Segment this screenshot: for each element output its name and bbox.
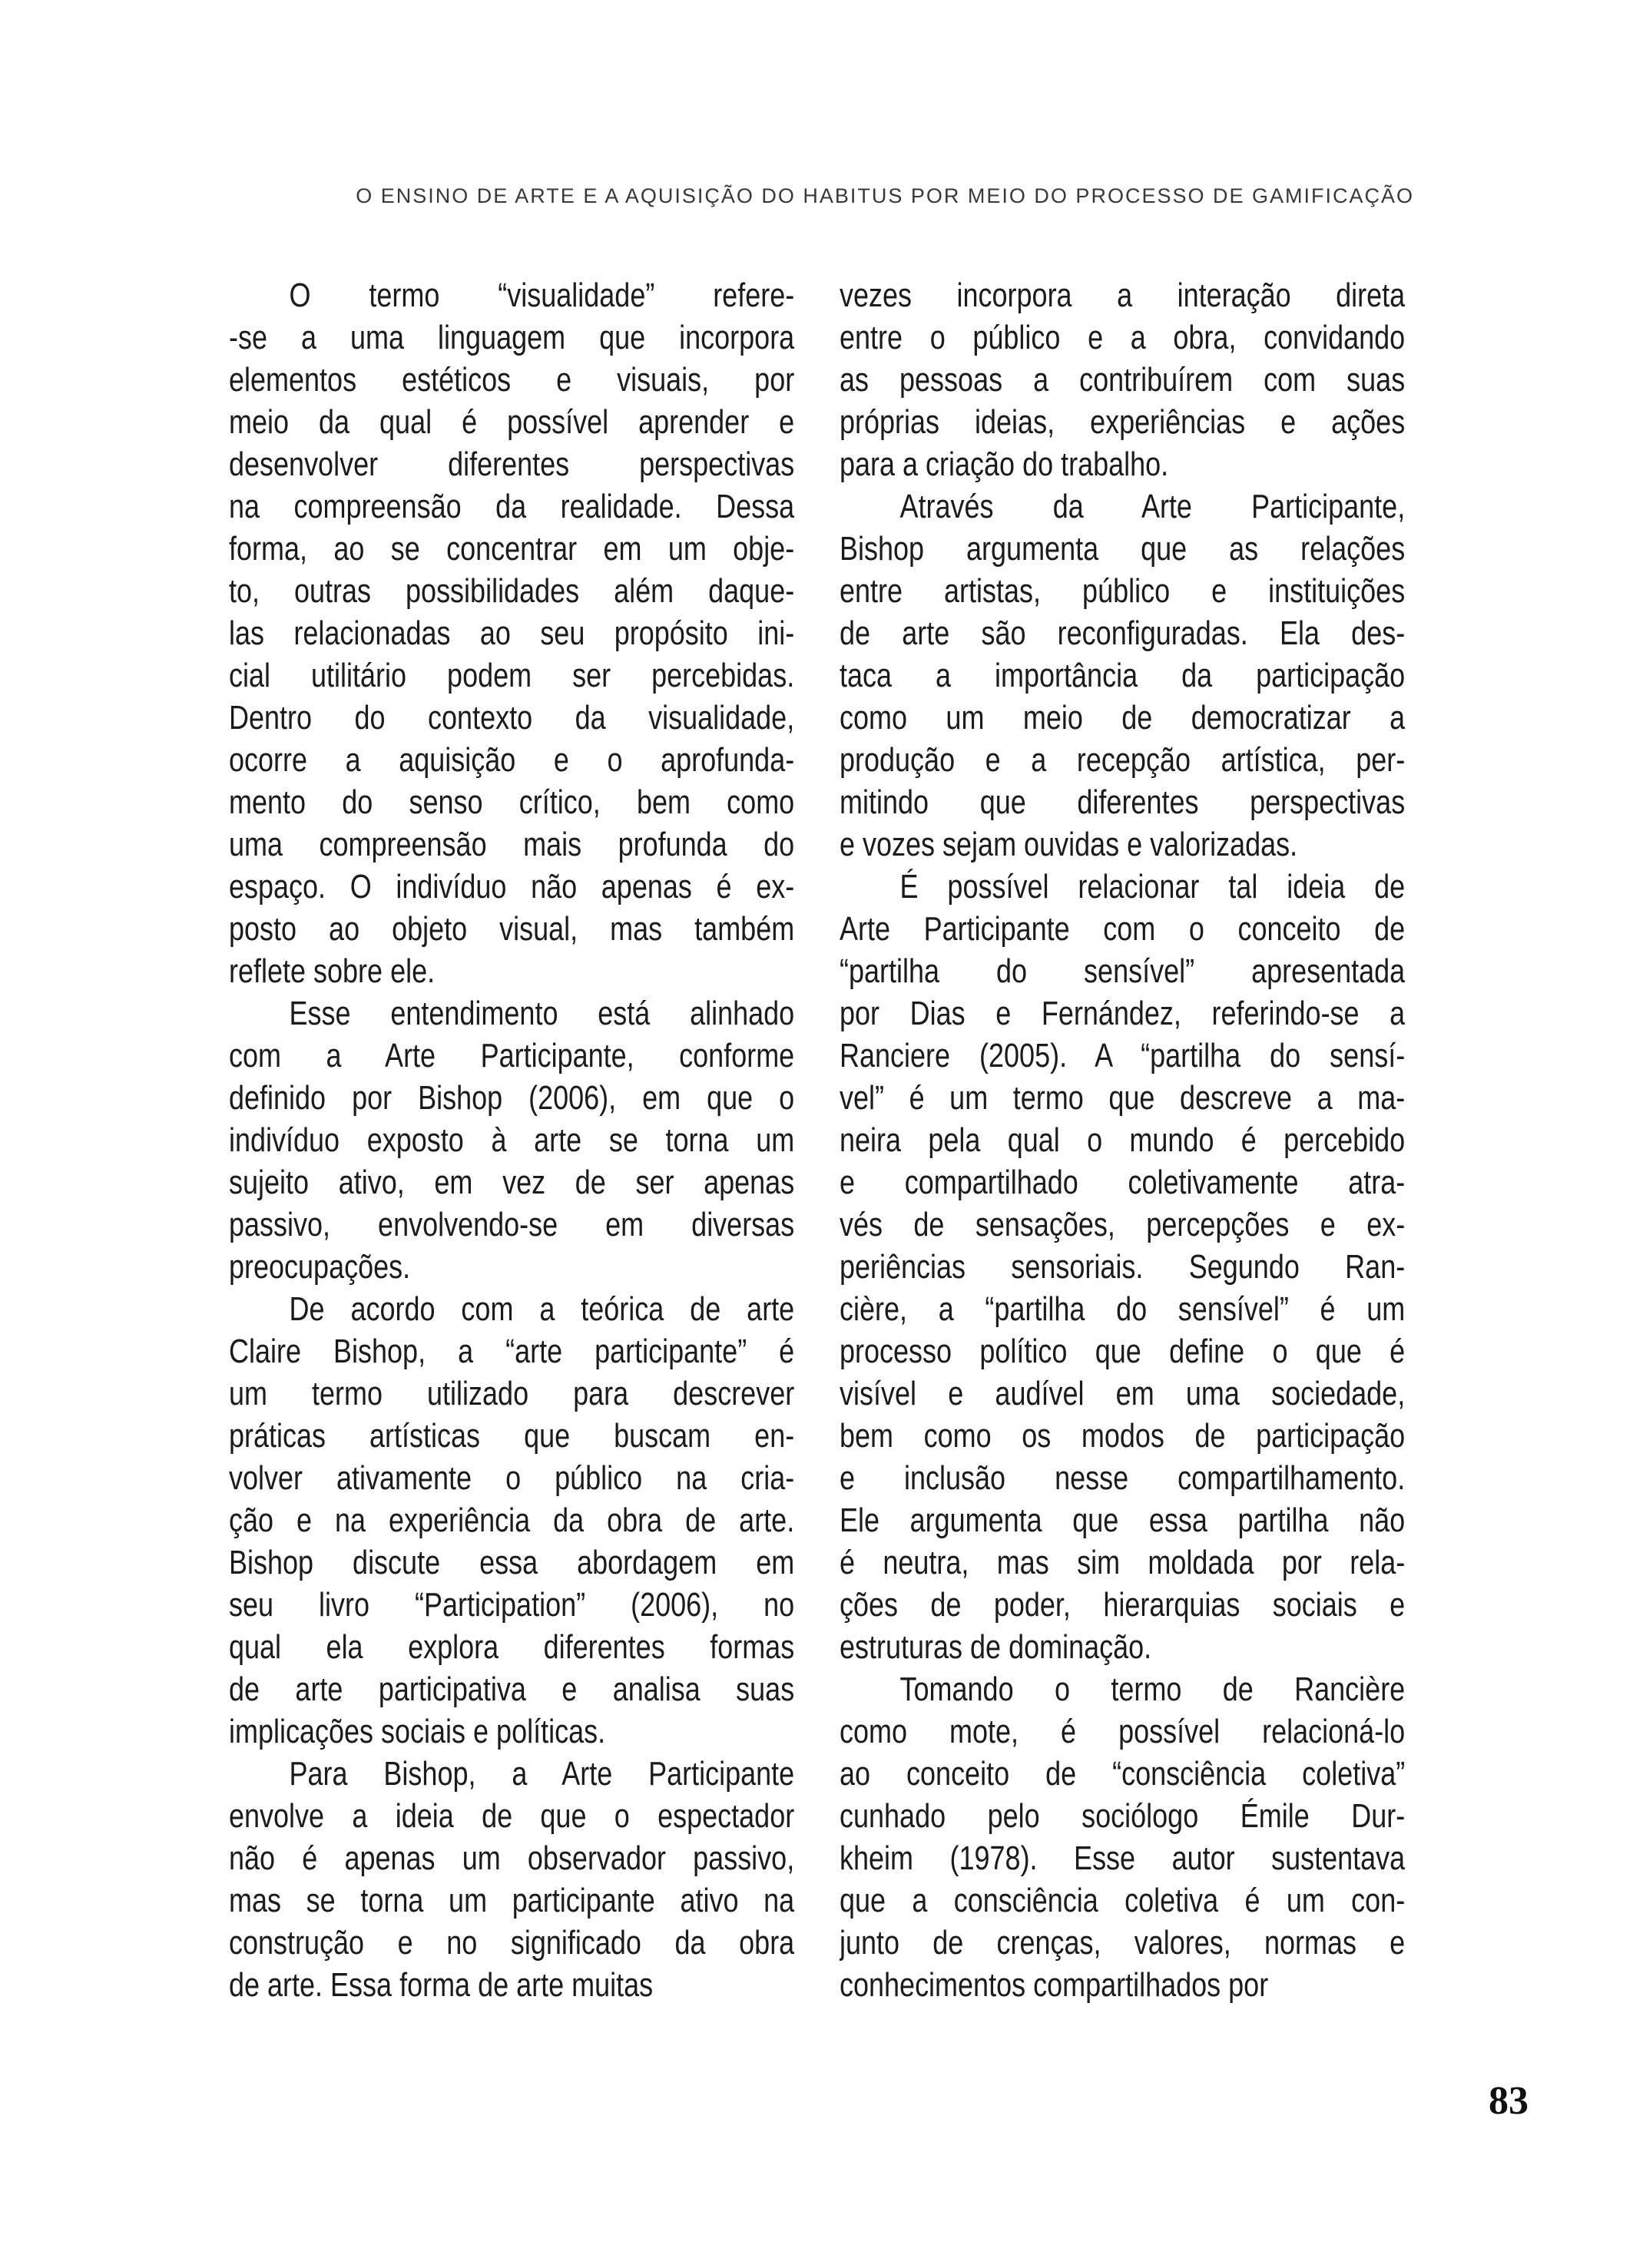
text-line: periências sensoriais. Segundo Ran-: [840, 1248, 1406, 1286]
text-line: De acordo com a teórica de arte: [289, 1290, 795, 1328]
text-line: bem como os modos de participação: [840, 1417, 1406, 1455]
running-header: O ENSINO DE ARTE E A AQUISIÇÃO DO HABITUS POR MEIO DO PROCESSO DE GAMIFICAÇÃO: [356, 184, 1414, 207]
text-line: e compartilhado coletivamente atra-: [840, 1164, 1406, 1201]
text-line: próprias ideias, experiências e ações: [840, 403, 1406, 441]
text-line: ocorre a aquisição e o aprofunda-: [229, 741, 795, 779]
text-line: para a criação do trabalho.: [840, 445, 1169, 483]
text-line: reflete sobre ele.: [229, 952, 436, 990]
text-line: desenvolver diferentes perspectivas: [229, 445, 795, 483]
text-line: passivo, envolvendo-se em diversas: [229, 1206, 795, 1243]
text-line: espaço. O indivíduo não apenas é ex-: [229, 868, 795, 906]
text-line: las relacionadas ao seu propósito ini-: [229, 614, 795, 652]
text-line: por Dias e Fernández, referindo-se a: [840, 995, 1406, 1032]
text-line: e vozes sejam ouvidas e valorizadas.: [840, 826, 1298, 863]
text-line: como um meio de democratizar a: [840, 699, 1406, 737]
text-line: implicações sociais e políticas.: [229, 1713, 606, 1750]
text-line: produção e a recepção artística, per-: [840, 741, 1406, 779]
text-column-left: [229, 274, 794, 2006]
text-line: ao conceito de “consciência coletiva”: [840, 1755, 1406, 1793]
text-line: entre artistas, público e instituições: [840, 572, 1406, 610]
text-line: cunhado pelo sociólogo Émile Dur-: [840, 1797, 1406, 1835]
text-line: um termo utilizado para descrever: [229, 1375, 795, 1412]
text-line: neira pela qual o mundo é percebido: [840, 1121, 1406, 1159]
text-line: e inclusão nesse compartilhamento.: [840, 1459, 1406, 1497]
text-line: Esse entendimento está alinhado: [289, 995, 795, 1032]
text-line: construção e no significado da obra: [229, 1924, 795, 1962]
text-line: cial utilitário podem ser percebidas.: [229, 657, 795, 694]
text-line: como mote, é possível relacioná-lo: [840, 1713, 1406, 1750]
text-line: taca a importância da participação: [840, 657, 1406, 694]
text-line: Bishop discute essa abordagem em: [229, 1544, 795, 1581]
text-line: que a consciência coletiva é um con-: [840, 1882, 1406, 1919]
text-line: visível e audível em uma sociedade,: [840, 1375, 1406, 1412]
text-line: volver ativamente o público na cria-: [229, 1459, 795, 1497]
text-line: envolve a ideia de que o espectador: [229, 1797, 795, 1835]
text-line: mas se torna um participante ativo na: [229, 1882, 795, 1919]
text-line: elementos estéticos e visuais, por: [229, 361, 795, 399]
text-line: ções de poder, hierarquias sociais e: [840, 1586, 1406, 1624]
text-line: não é apenas um observador passivo,: [229, 1839, 795, 1877]
text-line: vel” é um termo que descreve a ma-: [840, 1079, 1406, 1117]
text-line: Dentro do contexto da visualidade,: [229, 699, 795, 737]
text-line: com a Arte Participante, conforme: [229, 1037, 795, 1074]
paragraph: [229, 1288, 794, 1753]
text-line: -se a uma linguagem que incorpora: [229, 319, 795, 356]
text-line: cière, a “partilha do sensível” é um: [840, 1290, 1406, 1328]
text-line: vezes incorpora a interação direta: [840, 276, 1406, 314]
paragraph: [840, 485, 1405, 866]
text-line: de arte são reconfiguradas. Ela des-: [840, 614, 1406, 652]
text-line: preocupações.: [229, 1248, 411, 1286]
text-line: mento do senso crítico, bem como: [229, 783, 795, 821]
paragraph: [840, 866, 1405, 1668]
text-line: Bishop argumenta que as relações: [840, 530, 1406, 568]
text-line: é neutra, mas sim moldada por rela-: [840, 1544, 1406, 1581]
text-line: as pessoas a contribuírem com suas: [840, 361, 1406, 399]
text-line: Claire Bishop, a “arte participante” é: [229, 1333, 795, 1370]
text-line: junto de crenças, valores, normas e: [840, 1924, 1406, 1962]
text-line: processo político que define o que é: [840, 1333, 1406, 1370]
text-line: estruturas de dominação.: [840, 1628, 1152, 1666]
text-line: ção e na experiência da obra de arte.: [229, 1502, 795, 1539]
text-line: Tomando o termo de Rancière: [899, 1670, 1406, 1708]
text-line: na compreensão da realidade. Dessa: [229, 488, 795, 525]
text-line: Para Bishop, a Arte Participante: [289, 1755, 795, 1793]
text-line: Ele argumenta que essa partilha não: [840, 1502, 1406, 1539]
text-line: conhecimentos compartilhados por: [840, 1966, 1269, 2004]
text-line: qual ela explora diferentes formas: [229, 1628, 795, 1666]
text-line: posto ao objeto visual, mas também: [229, 910, 795, 948]
paragraph: [840, 274, 1405, 485]
paragraph: [229, 1753, 794, 2006]
text-line: Ranciere (2005). A “partilha do sensí-: [840, 1037, 1406, 1074]
text-line: meio da qual é possível aprender e: [229, 403, 795, 441]
text-line: forma, ao se concentrar em um obje-: [229, 530, 795, 568]
text-line: mitindo que diferentes perspectivas: [840, 783, 1406, 821]
paragraph: [229, 992, 794, 1288]
text-line: O termo “visualidade” refere-: [289, 276, 795, 314]
text-line: uma compreensão mais profunda do: [229, 826, 795, 863]
paragraph: [229, 274, 794, 992]
text-line: to, outras possibilidades além daque-: [229, 572, 795, 610]
text-line: vés de sensações, percepções e ex-: [840, 1206, 1406, 1243]
text-column-right: [840, 274, 1405, 2006]
text-line: seu livro “Participation” (2006), no: [229, 1586, 795, 1624]
text-line: práticas artísticas que buscam en-: [229, 1417, 795, 1455]
text-line: Arte Participante com o conceito de: [840, 910, 1406, 948]
text-line: kheim (1978). Esse autor sustentava: [840, 1839, 1406, 1877]
text-line: de arte participativa e analisa suas: [229, 1670, 795, 1708]
text-line: indivíduo exposto à arte se torna um: [229, 1121, 795, 1159]
text-line: sujeito ativo, em vez de ser apenas: [229, 1164, 795, 1201]
text-line: “partilha do sensível” apresentada: [840, 952, 1406, 990]
text-line: definido por Bishop (2006), em que o: [229, 1079, 795, 1117]
paragraph: [840, 1668, 1405, 2006]
text-line: entre o público e a obra, convidando: [840, 319, 1406, 356]
text-line: É possível relacionar tal ideia de: [899, 868, 1406, 906]
text-line: de arte. Essa forma de arte muitas: [229, 1966, 654, 2004]
text-line: Através da Arte Participante,: [899, 488, 1406, 525]
page-number: 83: [1489, 2079, 1529, 2123]
